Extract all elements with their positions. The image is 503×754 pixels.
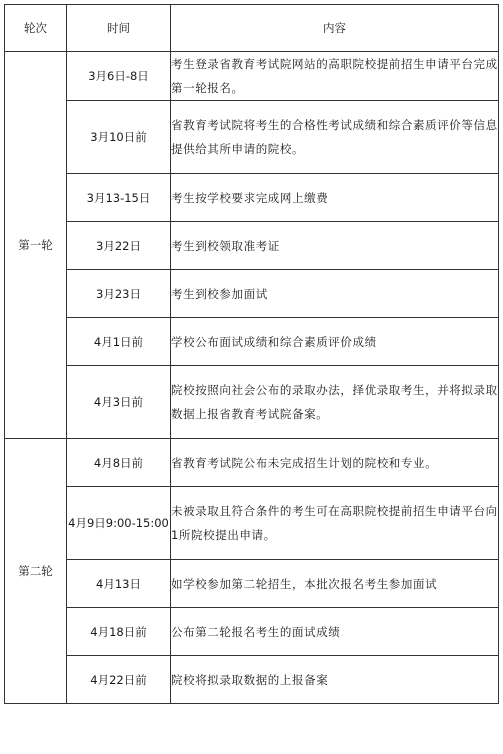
time-cell: 4月8日前	[67, 439, 171, 487]
table-row	[5, 608, 499, 656]
content-cell: 考生到校领取准考证	[171, 222, 499, 270]
content-cell: 省教育考试院公布未完成招生计划的院校和专业。	[171, 439, 499, 487]
time-cell: 4月18日前	[67, 608, 171, 656]
content-cell: 院校按照向社会公布的录取办法，择优录取考生，并将拟录取数据上报省教育考试院备案。	[171, 366, 499, 439]
admission-schedule-table	[4, 4, 499, 704]
time-cell: 4月9日9:00-15:00	[67, 487, 171, 560]
time-cell: 4月22日前	[67, 656, 171, 704]
time-cell: 4月3日前	[67, 366, 171, 439]
content-cell: 公布第二轮报名考生的面试成绩	[171, 608, 499, 656]
content-cell: 考生按学校要求完成网上缴费	[171, 174, 499, 222]
content-cell: 学校公布面试成绩和综合素质评价成绩	[171, 318, 499, 366]
content-cell: 如学校参加第二轮招生，本批次报名考生参加面试	[171, 560, 499, 608]
table-row	[5, 560, 499, 608]
time-cell: 3月23日	[67, 270, 171, 318]
round-label-2: 第二轮	[5, 439, 67, 704]
table-row	[5, 318, 499, 366]
time-cell: 3月22日	[67, 222, 171, 270]
time-cell: 3月10日前	[67, 101, 171, 174]
content-cell: 院校将拟录取数据的上报备案	[171, 656, 499, 704]
round-label-1: 第一轮	[5, 52, 67, 439]
header-time: 时间	[67, 5, 171, 52]
content-cell: 考生登录省教育考试院网站的高职院校提前招生申请平台完成第一轮报名。	[171, 52, 499, 101]
header-content: 内容	[171, 5, 499, 52]
table-row	[5, 366, 499, 439]
header-row	[5, 5, 499, 52]
table-row	[5, 222, 499, 270]
content-cell: 省教育考试院将考生的合格性考试成绩和综合素质评价等信息提供给其所申请的院校。	[171, 101, 499, 174]
content-cell: 未被录取且符合条件的考生可在高职院校提前招生申请平台向1所院校提出申请。	[171, 487, 499, 560]
table-row	[5, 52, 499, 101]
table-row	[5, 101, 499, 174]
header-round: 轮次	[5, 5, 67, 52]
table-row	[5, 439, 499, 487]
content-cell: 考生到校参加面试	[171, 270, 499, 318]
time-cell: 3月6日-8日	[67, 52, 171, 101]
table-row	[5, 270, 499, 318]
time-cell: 4月13日	[67, 560, 171, 608]
table-row	[5, 174, 499, 222]
time-cell: 4月1日前	[67, 318, 171, 366]
table-row	[5, 487, 499, 560]
table-row	[5, 656, 499, 704]
time-cell: 3月13-15日	[67, 174, 171, 222]
